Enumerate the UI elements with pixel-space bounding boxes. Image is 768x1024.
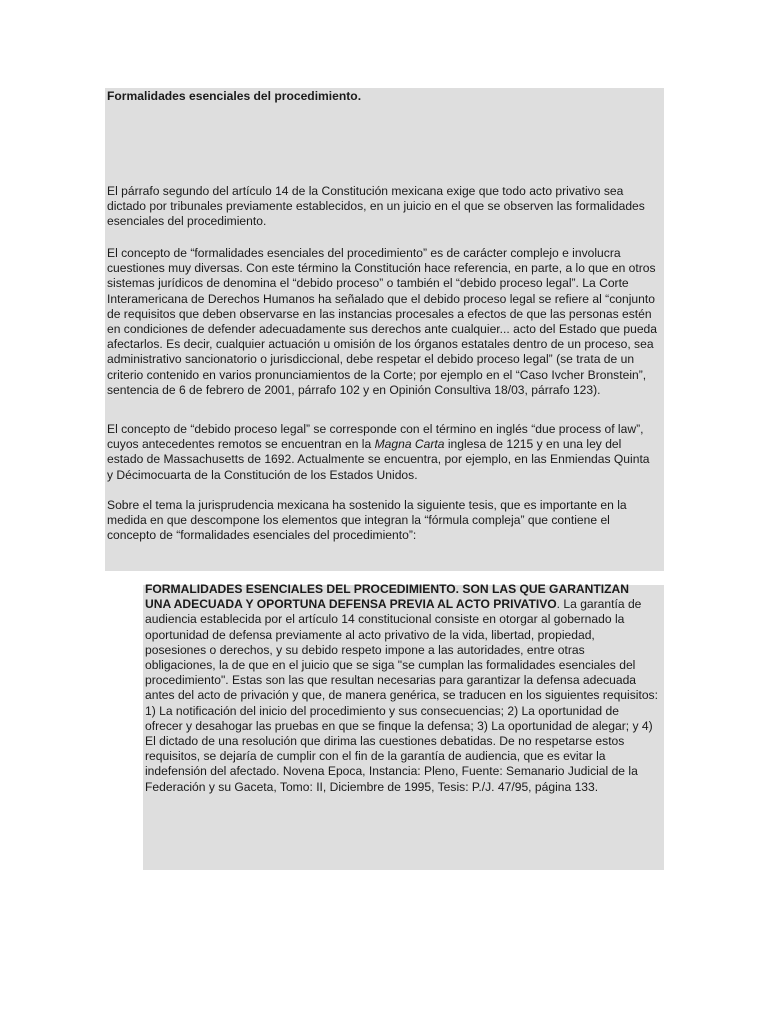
paragraph-2: El concepto de “formalidades esenciales del procedimiento” es de carácter complejo e involucra cuestiones muy diversas. Con este término la Constitución hace referencia, en parte, a lo que en otros sistemas jurídicos de denomina el “debido proceso” o también el “debido proceso legal”. La Corte Interamericana de Derechos Humanos ha señalado que el debido proceso legal se refiere al “conjunto de requisitos que deben observarse en las instancias procesales a efectos de que las personas estén en condiciones de defender adecuadamente sus derechos ante cualquier... acto del Estado que pueda afectarlos. Es decir, cualquier actuación u omisión de los órganos estatales dentro de un proceso, sea administrativo sancionatorio o jurisdiccional, debe respetar el debido proceso legal” (se trata de un criterio contenido en varios pronunciamientos de la Corte; por ejemplo en el “Caso Ivcher Bronstein”, sentencia de 6 de febrero de 2001, párrafo 102 y en Opinión Consultiva 18/03, párrafo 123). bbox=[107, 246, 657, 397]
section-title: Formalidades esenciales del procedimiento. bbox=[107, 89, 362, 103]
magna-carta-italic: Magna Carta bbox=[374, 437, 445, 452]
thesis-text bbox=[145, 582, 658, 795]
thesis-quote-panel bbox=[143, 582, 664, 870]
paragraph-3-text-end: inglesa de 1215 y en una ley del estado de Massachusetts de 1692. Actualmente se encuentra, por ejemplo, en las Enmiendas Quinta y Décimocuarta de la Constitución de los Estados Unidos. bbox=[107, 437, 650, 482]
paragraph-3-text: El concepto de “debido proceso legal” se corresponde con el término en inglés “due process of law”, cuyos antecedentes remotos se encuentran en la bbox=[107, 422, 644, 452]
main-text-panel bbox=[105, 88, 664, 571]
paragraph-4: Sobre el tema la jurisprudencia mexicana ha sostenido la siguiente tesis, que es importante en la medida en que descompone los elementos que integran la “fórmula compleja” que contiene el concepto de “formalidades esenciales del procedimiento”: bbox=[107, 498, 627, 543]
paragraph-1: El párrafo segundo del artículo 14 de la Constitución mexicana exige que todo acto privativo sea dictado por tribunales previamente establecidos, en un juicio en el que se observen las formalidades esenciales del procedimiento. bbox=[107, 184, 645, 229]
thesis-heading: FORMALIDADES ESENCIALES DEL PROCEDIMIENTO. SON LAS QUE GARANTIZAN UNA ADECUADA Y OPORTUNA DEFENSA PREVIA AL ACTO PRIVATIVO bbox=[145, 582, 630, 612]
paragraph-3 bbox=[107, 422, 658, 483]
thesis-body: . La garantía de audiencia establecida por el artículo 14 constitucional consiste en otorgar al gobernado la oportunidad de defensa previamente al acto privativo de la vida, libertad, propiedad, posesiones o derechos, y su debido respeto impone a las autoridades, entre otras obligaciones, la de que en el juicio que se siga "se cumplan las formalidades esenciales del procedimiento". Estas son las que resultan necesarias para garantizar la defensa adecuada antes del acto de privación y que, de manera genérica, se traducen en los siguientes requisitos: 1) La notificación del inicio del procedimiento y sus consecuencias; 2) La oportunidad de ofrecer y desahogar las pruebas en que se finque la defensa; 3) La oportunidad de alegar; y 4) El dictado de una resolución que dirima las cuestiones debatidas. De no respetarse estos requisitos, se dejaría de cumplir con el fin de la garantía de audiencia, que es evitar la indefensión del afectado. Novena Epoca, Instancia: Pleno, Fuente: Semanario Judicial de la Federación y su Gaceta, Tomo: II, Diciembre de 1995, Tesis: P./J. 47/95, página 133. bbox=[145, 597, 658, 794]
